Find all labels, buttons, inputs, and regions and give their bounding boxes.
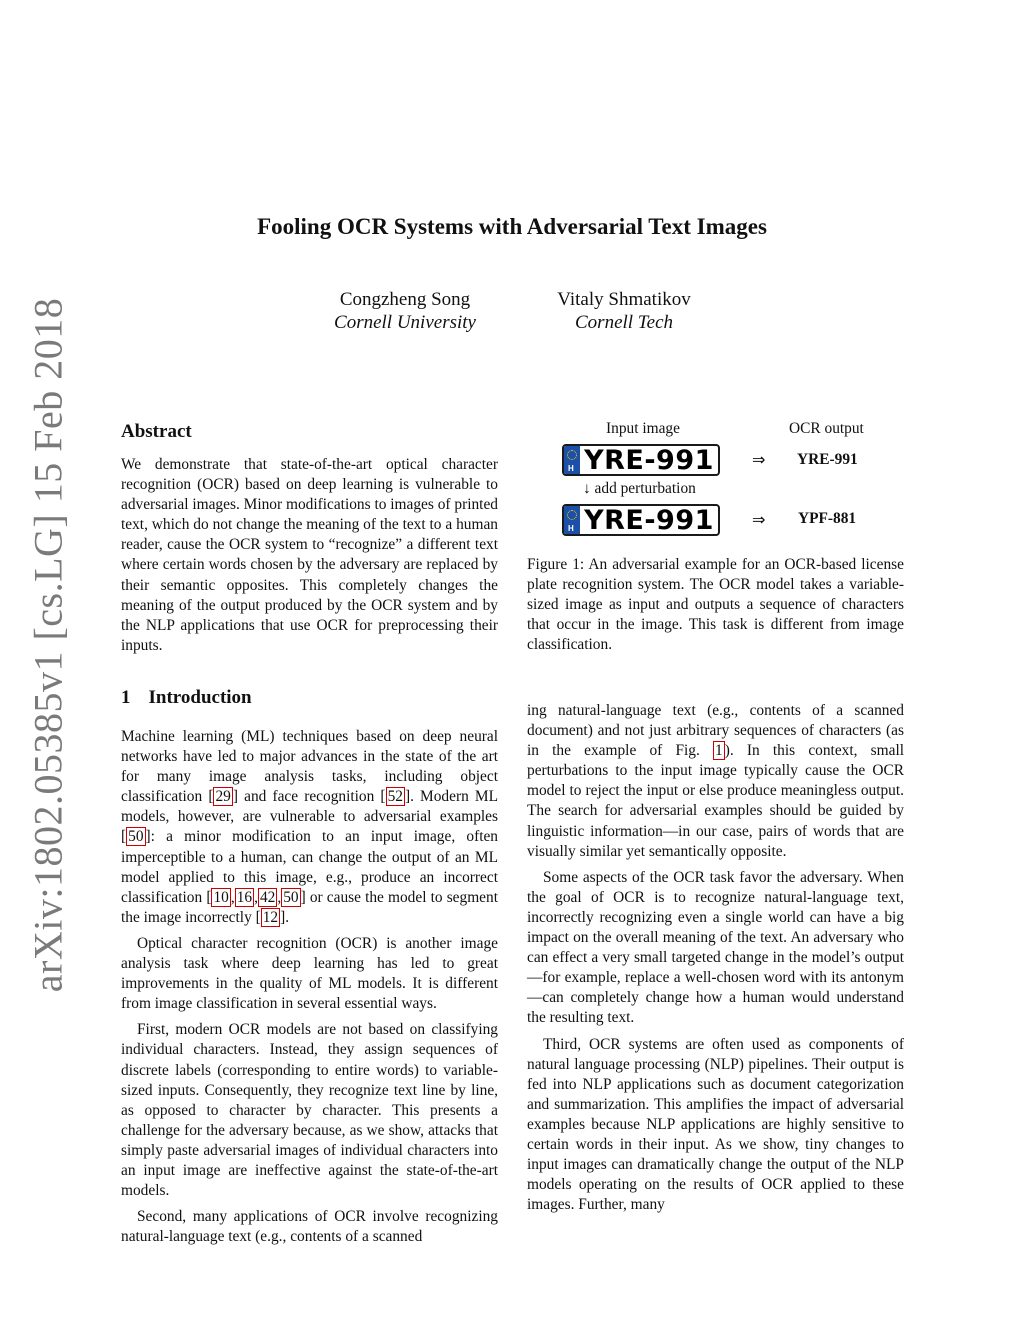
eu-flag-icon: H (564, 506, 580, 534)
author-name: Vitaly Shmatikov (557, 289, 691, 310)
citation-link[interactable]: 10 (213, 888, 229, 906)
intro-paragraph-3: First, modern OCR models are not based on classifying individual characters. Instead, they assign sequences of discrete labels (corresponding to entire words) to variable-sized inputs. Consequently, they recognize text line by line, as opposed to character by character. This presents a challenge for the adversary because, as we show, attacks that simply paste adversarial images of individual characters into an input image are ineffective against the state-of-the-art models. (121, 1021, 498, 1200)
intro-paragraph-2: Optical character recognition (OCR) is another image analysis task where deep learning has led to great improvements in the quality of ML models. It is different from image classification in several essential ways. (121, 934, 498, 1013)
author-affiliation: Cornell University (334, 312, 476, 333)
left-column (121, 727, 498, 1253)
abstract-heading: Abstract (121, 421, 192, 442)
citation-link[interactable]: 12 (262, 908, 279, 926)
paper-title: Fooling OCR Systems with Adversarial Text Images (257, 214, 767, 239)
license-plate-perturbed (562, 504, 720, 536)
plate-text: YRE-991 (584, 445, 714, 476)
intro-paragraph-4-continued: ing natural-language text (e.g., contents of a scanned document) and not just arbitrary sequences of characters (as in the example of Fig. 1 ). In this context, small perturbations to the input image typically cause the OCR model to reject the input or else produce meaningless output. The search for adversarial examples should be guided by linguistic information—in our case, pairs of words that are visually similar yet semantically opposite. (527, 702, 904, 860)
citation-link[interactable]: 50 (283, 888, 299, 906)
figure-1 (527, 420, 904, 560)
right-arrow-icon: ⇒ (752, 510, 766, 529)
citation-link[interactable]: 16 (236, 888, 253, 906)
intro-paragraph-6: Third, OCR systems are often used as components of natural language processing (NLP) pipelines. Their output is fed into NLP applications such as document categorization and summarization. This amplifies the impact of adversarial examples because NLP applications are highly sensitive to certain words in their input. As we show, tiny changes to input images can dramatically change the output of the NLP models operating on the results of OCR applied to these images. Further, many (527, 1035, 904, 1214)
eu-flag-icon: H (564, 446, 580, 474)
figure-output-label: OCR output (789, 420, 864, 437)
citation-link[interactable]: 50 (128, 828, 144, 846)
figure-caption: Figure 1: An adversarial example for an OCR-based license plate recognition system. The OCR model takes a variable-sized image as input and outputs a sequence of characters that occur in the image. This task is different from image classification. (527, 556, 904, 654)
right-column (527, 701, 904, 1221)
intro-paragraph-5: Some aspects of the OCR task favor the adversary. When the goal of OCR is to recognize natural-language text, incorrectly recognizing even a single world can have a big impact on the overall meaning of the text. An adversary who can effect a very small targeted change in the model’s output—for example, replace a well-chosen word with its antonym—can completely change how a human would understand the resulting text. (527, 868, 904, 1027)
citation-link[interactable]: 52 (387, 788, 403, 806)
perturbation-label: ↓ add perturbation (583, 480, 696, 497)
intro-paragraph-4: Second, many applications of OCR involve recognizing natural-language text (e.g., contents of a scanned (121, 1208, 498, 1246)
intro-paragraph-1: Machine learning (ML) techniques based on deep neural networks have led to major advances in the state of the art for many image analysis tasks, including object classification [ 29 ] and face recognition [ 52 ]. Modern ML models, however, are vulnerable to adversarial examples [ 50 ]: a minor modification to an input image, often imperceptible to a human, can change the output of an ML model applied to this image, e.g., produce an incorrect classification [ 10 , 16 , 42 , 50 ] or cause the model to segment the image incorrectly [ 12 ]. (121, 728, 498, 926)
author-affiliation: Cornell Tech (575, 312, 673, 333)
section-heading-introduction (121, 687, 252, 709)
plate-text: YRE-991 (584, 505, 714, 536)
license-plate-original (562, 444, 720, 476)
arxiv-identifier: arXiv:1802.05385v1 [cs.LG] 15 Feb 2018 (25, 297, 71, 993)
figure-ref-link[interactable]: 1 (715, 742, 723, 760)
section-title: Introduction (148, 687, 252, 708)
author-name: Congzheng Song (339, 289, 471, 310)
right-arrow-icon: ⇒ (752, 450, 766, 469)
citation-link[interactable]: 29 (215, 788, 231, 806)
abstract-text: We demonstrate that state-of-the-art optical character recognition (OCR) based on deep learning is vulnerable to adversarial images. Minor modifications to images of printed text, which do not change the meaning of the text to a human reader, cause the OCR system to “recognize” a different text where certain words chosen by the adversary are replaced by their semantic opposites. This completely changes the meaning of the output produced by the OCR system and by the NLP applications that use OCR for preprocessing their inputs. (121, 456, 498, 654)
figure-input-label: Input image (606, 420, 680, 437)
abstract-body (121, 455, 498, 662)
author-block-1 (285, 288, 525, 334)
section-number: 1 (121, 687, 131, 708)
author-block-2 (504, 288, 744, 334)
ocr-output-perturbed: YPF-881 (798, 510, 857, 527)
ocr-output-original: YRE-991 (797, 451, 858, 468)
citation-link[interactable]: 42 (259, 888, 276, 906)
